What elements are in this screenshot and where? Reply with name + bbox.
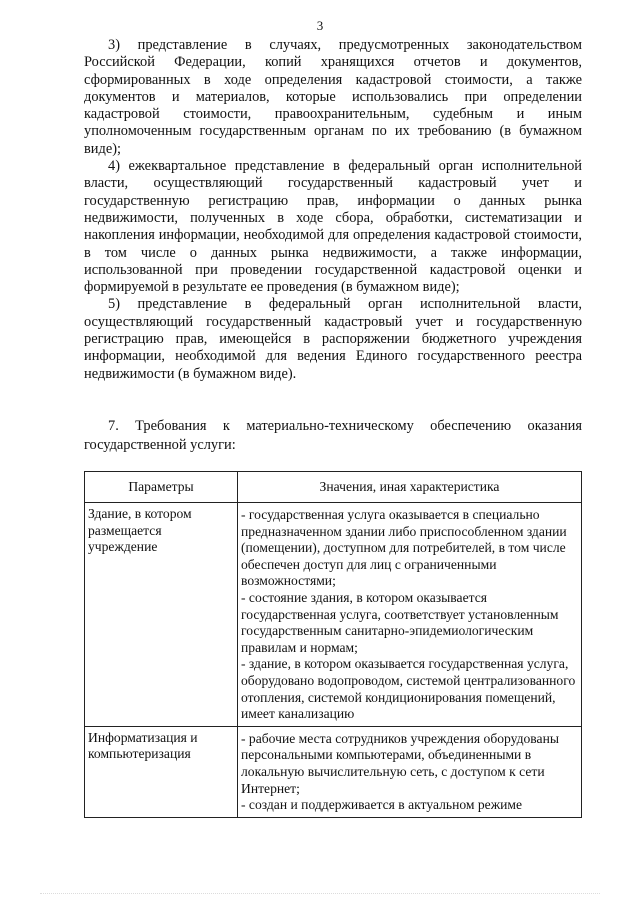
parameter-cell: Информатизация и компьютеризация xyxy=(85,726,238,817)
paragraph-item-3: 3) представление в случаях, предусмотренных законодательством Российской Федерации, копий хранящихся отчетов и документов, сформированных в ходе определения кадастровой стоимости, а также документов и материалов, которые использовались при определении кадастровой стоимости, правоохранительным, судебным и иным уполномоченным государственным органам по их требованию (в бумажном виде); xyxy=(84,37,582,157)
table-header-row xyxy=(85,472,582,503)
cut-off-footer-line xyxy=(40,893,600,906)
table-row xyxy=(85,503,582,727)
table-row xyxy=(85,726,582,817)
value-item: - создан и поддерживается в актуальном режиме xyxy=(241,797,523,813)
paragraph-item-4: 4) ежеквартальное представление в федеральный орган исполнительной власти, осуществляющий государственный кадастровый учет и государственную регистрацию прав, информации о данных рынка недвижимости, полученных в ходе сбора, обработки, систематизации и накопления информации, необходимой для определения кадастровой стоимости, в том числе о данных рынка недвижимости, а также информации, использованной при проведении государственной кадастровой оценки и формируемой в результате ее проведения (в бумажном виде); xyxy=(84,158,582,296)
value-item: - рабочие места сотрудников учреждения оборудованы персональными компьютерами, объединенными в локальную вычислительную сеть, с доступом к сети Интернет; xyxy=(241,730,559,796)
value-item: - состояние здания, в котором оказывается государственная услуга, соответствует установленным государственным санитарно-эпидемиологическим правилам и нормам; xyxy=(241,589,559,655)
paragraph-item-5: 5) представление в федеральный орган исполнительной власти, осуществляющий государственный кадастровый учет и государственную регистрацию прав, имеющейся в распоряжении бюджетного учреждения информации, необходимой для ведения Единого государственного реестра недвижимости (в бумажном виде). xyxy=(84,296,582,382)
value-item: - государственная услуга оказывается в специально предназначенном здании либо приспособленном здании (помещении), доступном для потребителей, в том числе обеспечен доступ для лиц с ограниченными возможностями; xyxy=(241,507,567,589)
section-heading: 7. Требования к материально-техническому обеспечению оказания государственной услуги: xyxy=(84,418,582,453)
document-body xyxy=(84,37,582,383)
value-cell xyxy=(238,503,582,727)
page-number: 3 xyxy=(316,18,324,33)
value-item: - здание, в котором оказывается государственная услуга, оборудовано водопроводом, системой централизованного отопления, системой кондиционирования помещений, имеет канализацию xyxy=(241,656,576,722)
column-header-parameters: Параметры xyxy=(85,472,238,503)
requirements-table xyxy=(84,471,582,818)
value-cell xyxy=(238,726,582,817)
column-header-values: Значения, иная характеристика xyxy=(238,472,582,503)
parameter-cell: Здание, в котором размещается учреждение xyxy=(85,503,238,727)
